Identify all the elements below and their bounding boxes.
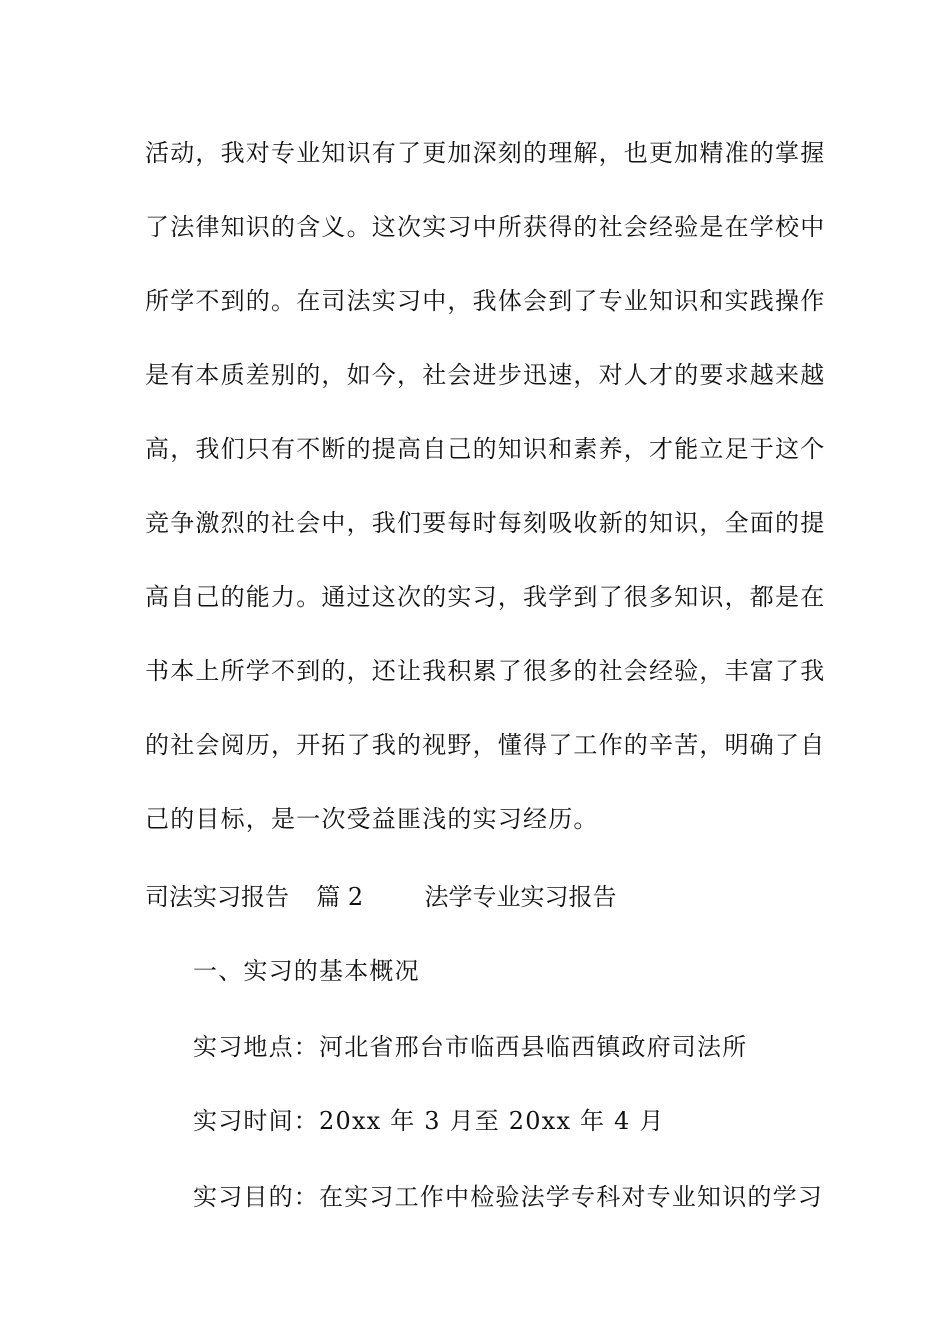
section-part: 篇 2 — [316, 883, 364, 911]
overview-heading: 一、实习的基本概况 — [193, 957, 420, 985]
body-line-2: 了法律知识的含义。这次实习中所获得的社会经验是在学校中 — [145, 213, 826, 241]
internship-purpose: 实习目的：在实习工作中检验法学专科对专业知识的学习 — [193, 1183, 823, 1211]
internship-location: 实习地点：河北省邢台市临西县临西镇政府司法所 — [193, 1033, 748, 1061]
body-line-10: 己的目标，是一次受益匪浅的实习经历。 — [145, 805, 599, 833]
section-heading — [145, 881, 815, 913]
section-subtitle: 法学专业实习报告 — [424, 883, 617, 911]
body-line-8: 书本上所学不到的，还让我积累了很多的社会经验，丰富了我 — [145, 657, 826, 685]
body-line-1: 活动，我对专业知识有了更加深刻的理解，也更加精准的掌握 — [145, 139, 826, 167]
body-line-3: 所学不到的。在司法实习中，我体会到了专业知识和实践操作 — [145, 287, 826, 315]
section-title: 司法实习报告 — [145, 883, 289, 911]
body-line-6: 竞争激烈的社会中，我们要每时每刻吸收新的知识，全面的提 — [145, 509, 826, 537]
internship-time: 实习时间：20xx 年 3 月至 20xx 年 4 月 — [193, 1107, 665, 1135]
body-line-4: 是有本质差别的，如今，社会进步迅速，对人才的要求越来越 — [145, 361, 826, 389]
body-line-7: 高自己的能力。通过这次的实习，我学到了很多知识，都是在 — [145, 583, 826, 611]
body-line-5: 高，我们只有不断的提高自己的知识和素养，才能立足于这个 — [145, 435, 826, 463]
body-line-9: 的社会阅历，开拓了我的视野，懂得了工作的辛苦，明确了自 — [145, 731, 826, 759]
